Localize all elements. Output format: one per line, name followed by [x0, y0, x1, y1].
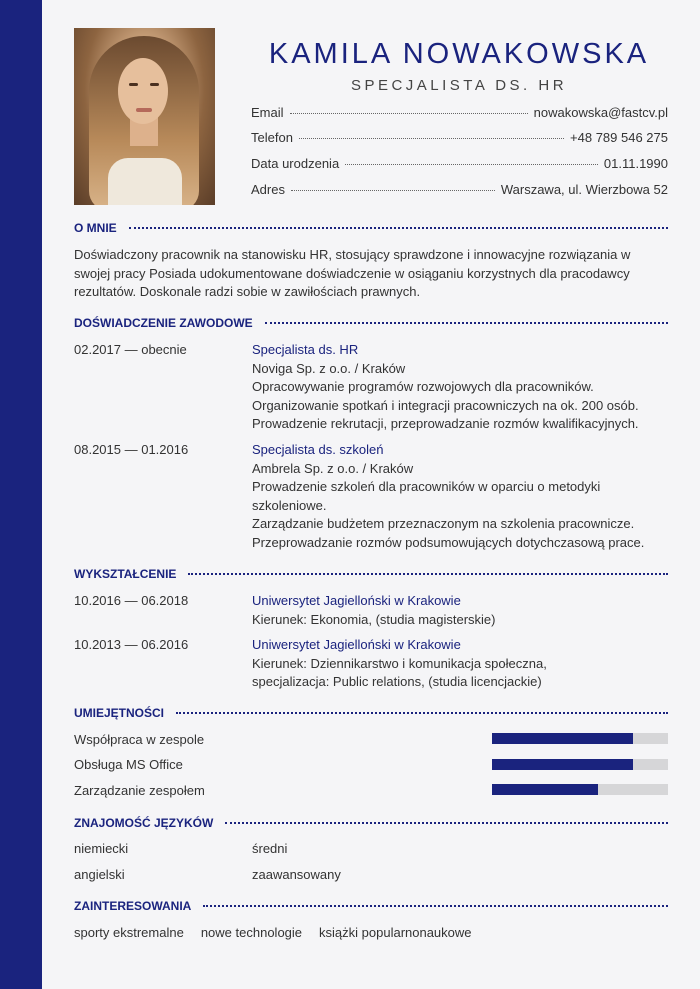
experience-line: Prowadzenie szkoleń dla pracowników w oparciu o metodyki: [252, 479, 601, 494]
interest-item: sporty ekstremalne: [74, 925, 184, 940]
section-skills-heading: [74, 706, 668, 722]
section-experience-heading: [74, 316, 668, 332]
contact-label: Adres: [251, 182, 285, 197]
experience-company: Ambrela Sp. z o.o. / Kraków: [252, 460, 414, 476]
section-title: DOŚWIADCZENIE ZAWODOWE: [74, 316, 253, 330]
education-line: specjalizacja: Public relations, (studia licencjackie): [252, 674, 542, 689]
section-languages-heading: [74, 816, 668, 832]
experience-dates: 08.2015 — 01.2016: [74, 442, 189, 457]
skill-name: Zarządzanie zespołem: [74, 783, 205, 798]
profile-photo: [74, 28, 215, 205]
language-name: angielski: [74, 867, 125, 882]
language-level: średni: [252, 841, 288, 856]
skill-name: Obsługa MS Office: [74, 757, 183, 772]
contact-label: Email: [251, 105, 284, 120]
section-education-heading: [74, 567, 668, 583]
dotted-leader: [225, 822, 668, 824]
education-school: Uniwersytet Jagielloński w Krakowie: [252, 637, 461, 652]
dotted-leader: [291, 190, 495, 191]
candidate-title: SPECJALISTA DS. HR: [350, 77, 568, 94]
skill-bar: [492, 784, 668, 795]
sidebar-stripe: [0, 0, 42, 989]
experience-line: Prowadzenie rekrutacji, przeprowadzanie rozmów kwalifikacyjnych.: [252, 416, 639, 431]
language-level: zaawansowany: [252, 867, 341, 882]
experience-dates: 02.2017 — obecnie: [74, 342, 187, 357]
contact-value: +48 789 546 275: [570, 130, 668, 145]
contact-value[interactable]: nowakowska@fastcv.pl: [533, 105, 668, 120]
dotted-leader: [345, 164, 598, 165]
skill-name: Współpraca w zespole: [74, 732, 205, 747]
section-about-heading: [74, 221, 668, 237]
contact-label: Telefon: [251, 130, 293, 145]
experience-company: Noviga Sp. z o.o. / Kraków: [252, 360, 406, 376]
skill-bar-fill: [492, 759, 633, 770]
experience-position: Specjalista ds. HR: [252, 342, 359, 357]
skill-bar: [492, 759, 668, 770]
experience-line: Zarządzanie budżetem przeznaczonym na szkolenia pracownicze.: [252, 516, 635, 531]
skill-bar-fill: [492, 784, 598, 795]
experience-line: Opracowywanie programów rozwojowych dla pracowników.: [252, 379, 594, 394]
candidate-name: KAMILA NOWAKOWSKA: [268, 38, 650, 70]
contact-address: [251, 182, 668, 200]
section-title: O MNIE: [74, 221, 117, 235]
photo-face: [118, 58, 168, 124]
experience-line: Przeprowadzanie rozmów podsumowujących dotychczasową prace.: [252, 534, 645, 550]
about-line: Doświadczony pracownik na stanowisku HR, stosujący sprawdzone i innowacyjne rozwiązania w: [74, 247, 631, 262]
dotted-leader: [265, 322, 668, 324]
experience-line: szkoleniowe.: [252, 497, 327, 513]
experience-position: Specjalista ds. szkoleń: [252, 442, 384, 457]
education-dates: 10.2016 — 06.2018: [74, 593, 189, 608]
language-name: niemiecki: [74, 841, 129, 856]
about-text: [74, 246, 674, 302]
contact-value: 01.11.1990: [603, 156, 668, 171]
education-entry: [252, 592, 672, 629]
section-title: ZAINTERESOWANIA: [74, 899, 192, 913]
experience-entry: [252, 341, 672, 434]
skill-bar: [492, 733, 668, 744]
section-interests-heading: [74, 899, 668, 915]
photo-eye-left: [129, 83, 138, 86]
photo-top: [108, 158, 182, 205]
photo-eye-right: [150, 83, 159, 86]
contact-label: Data urodzenia: [251, 156, 340, 171]
education-line: Kierunek: Ekonomia, (studia magisterskie): [252, 611, 496, 627]
experience-entry: [252, 441, 672, 552]
interests-list: [74, 925, 472, 940]
contact-email: [251, 105, 668, 123]
education-school: Uniwersytet Jagielloński w Krakowie: [252, 593, 461, 608]
section-title: UMIEJĘTNOŚCI: [74, 706, 165, 720]
photo-lips: [136, 108, 152, 112]
dotted-leader: [129, 227, 668, 229]
education-dates: 10.2013 — 06.2016: [74, 637, 189, 652]
section-title: ZNAJOMOŚĆ JĘZYKÓW: [74, 816, 214, 830]
dotted-leader: [290, 113, 528, 114]
interest-item: nowe technologie: [200, 925, 303, 940]
about-line: swojej pracy Posiada udokumentowane doświadczenie w osiąganiu korzystnych dla pracodawcy: [74, 265, 630, 281]
education-line: Kierunek: Dziennikarstwo i komunikacja społeczna,: [252, 655, 547, 671]
skill-bar-fill: [492, 733, 633, 744]
contact-value: Warszawa, ul. Wierzbowa 52: [500, 182, 668, 197]
education-entry: [252, 636, 672, 692]
interest-item: książki popularnonaukowe: [319, 925, 472, 940]
dotted-leader: [203, 905, 668, 907]
experience-line: Organizowanie spotkań i integracji pracowniczych na ok. 200 osób.: [252, 397, 639, 413]
dotted-leader: [176, 712, 668, 714]
dotted-leader: [188, 573, 668, 575]
contact-birthdate: [251, 156, 668, 174]
dotted-leader: [299, 138, 564, 139]
section-title: WYKSZTAŁCENIE: [74, 567, 177, 581]
contact-phone: [251, 130, 668, 148]
about-line: rezultatów. Doskonale radzi sobie w zawiłościach prawnych.: [74, 284, 421, 299]
